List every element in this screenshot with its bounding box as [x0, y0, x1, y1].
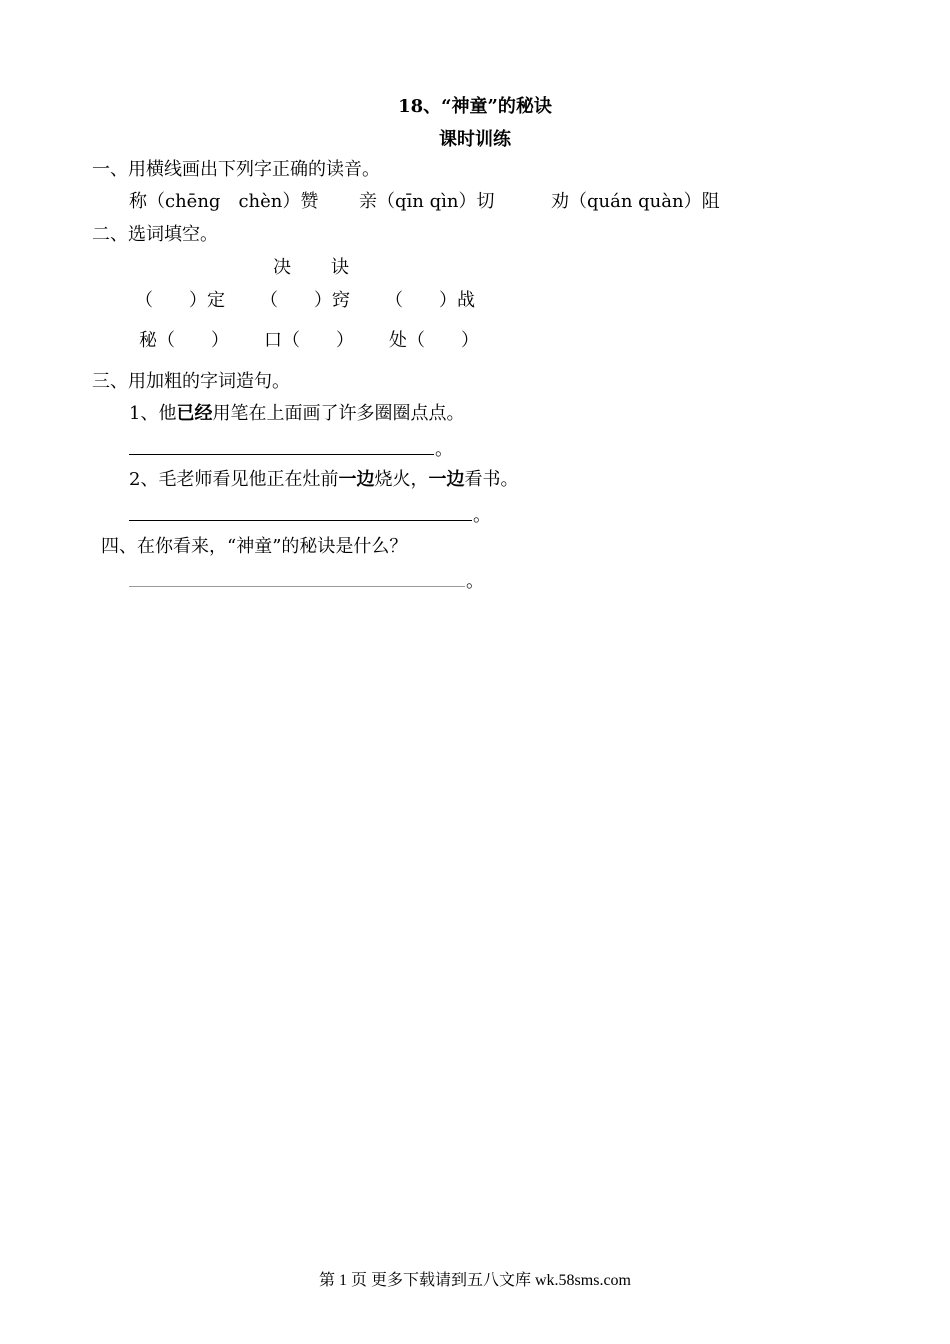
question-1-heading: 一、用横线画出下列字正确的读音。 [92, 159, 380, 180]
sentence-1-bold-word: 已经 [176, 403, 213, 424]
sentence-2 [129, 469, 518, 491]
answer-line-1-end: 。 [435, 439, 453, 460]
fill-blank-row2-2: 口（ ） [264, 330, 354, 351]
fill-blank-row1-2: （ ）窍 [260, 290, 350, 311]
answer-line-1 [129, 454, 434, 455]
answer-line-2 [129, 520, 472, 521]
sentence-1-pre: 1、他 [129, 403, 177, 424]
sentence-2-post: 看书。 [464, 469, 519, 490]
sentence-2-mid: 烧火， [374, 469, 429, 490]
answer-line-3-end: 。 [466, 571, 484, 592]
answer-line-2-end: 。 [473, 505, 491, 526]
page-subtitle: 课时训练 [439, 129, 511, 150]
page-footer: 第 1 页 更多下载请到五八文库 wk.58sms.com [318, 1272, 631, 1289]
pinyin-item-2: 亲（qīn qìn）切 [359, 191, 495, 212]
fill-blank-row2-1: 秘（ ） [139, 330, 229, 351]
fill-blank-row1-1: （ ）定 [135, 290, 225, 311]
word-choice-2: 诀 [331, 257, 349, 278]
fill-blank-row2-3: 处（ ） [389, 330, 479, 351]
sentence-2-pre: 2、毛老师看见他正在灶前 [129, 469, 339, 490]
sentence-2-bold-word-1: 一边 [338, 469, 375, 490]
word-choice-1: 决 [273, 257, 291, 278]
sentence-1-post: 用笔在上面画了许多圈圈点点。 [212, 403, 465, 424]
question-4-heading: 四、在你看来，“神童”的秘诀是什么？ [101, 536, 408, 557]
question-3-heading: 三、用加粗的字词造句。 [92, 371, 290, 392]
pinyin-item-1: 称（chēng chèn）赞 [129, 191, 319, 212]
sentence-2-bold-word-2: 一边 [428, 469, 465, 490]
question-2-heading: 二、选词填空。 [92, 224, 218, 245]
sentence-1 [129, 403, 464, 425]
answer-line-3 [129, 586, 465, 587]
fill-blank-row1-3: （ ）战 [385, 290, 475, 311]
pinyin-item-3: 劝（quán quàn）阻 [551, 191, 720, 212]
page-title: 18、“神童”的秘诀 [398, 96, 552, 117]
